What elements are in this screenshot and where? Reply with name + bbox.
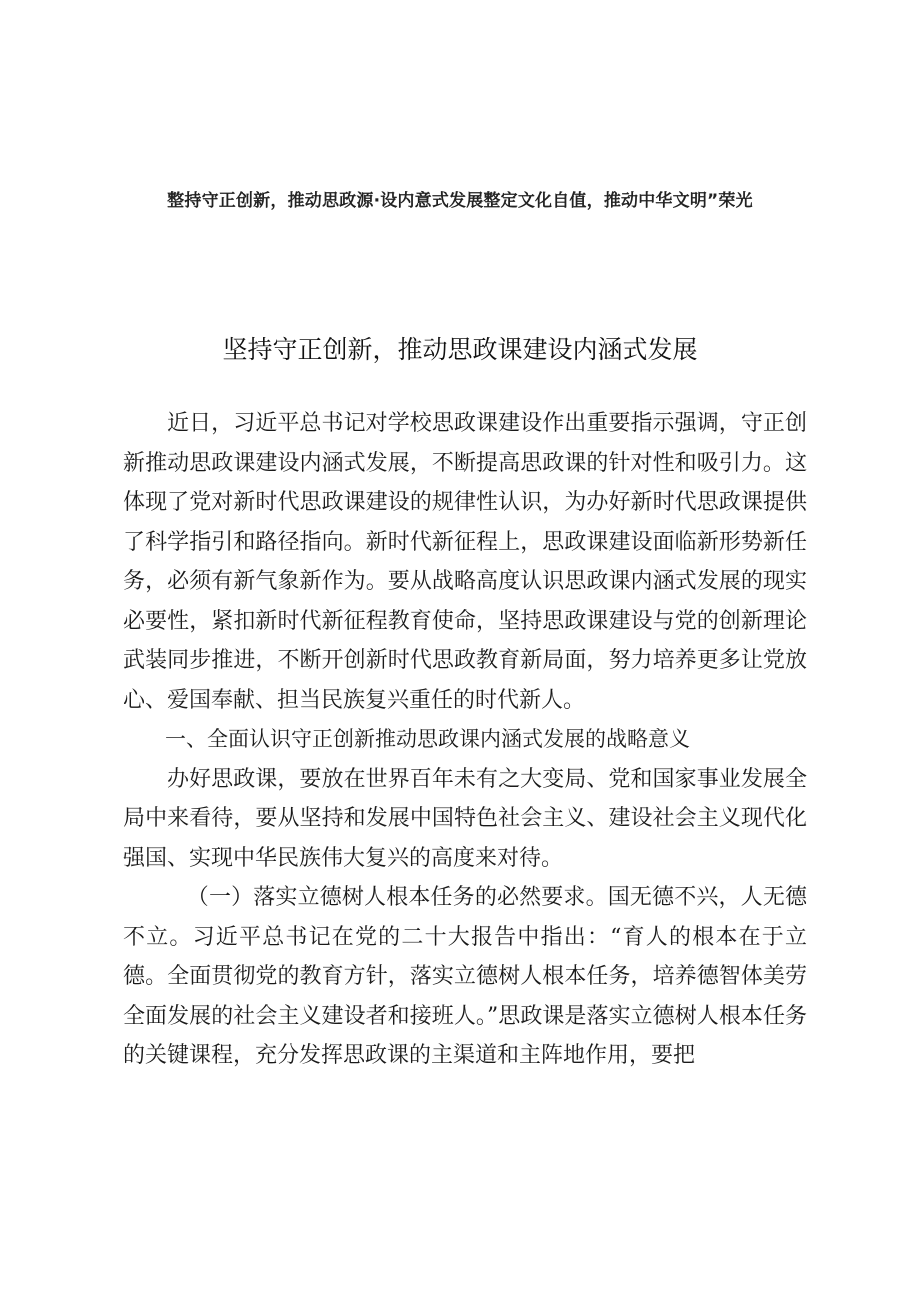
document-title: 坚持守正创新，推动思政课建设内涵式发展 (222, 334, 698, 364)
section-heading: 一、全面认识守正创新推动思政课内涵式发展的战略意义 (165, 727, 690, 751)
header-line: 整持守正创新，推动思政源·设内意式发展整定文化自值，推动中华文明”荣光 (167, 191, 753, 211)
section-intro-paragraph: 办好思政课，要放在世界百年未有之大变局、党和国家事业发展全局中来看待，要从坚持和发展中国特色社会主义、建设社会主义现代化强国、实现中华民族伟大复兴的高度来对待。 (123, 766, 807, 871)
subsection-paragraph: （一）落实立德树人根本任务的必然要求。国无德不兴，人无德不立。习近平总书记在党的二十大报告中指出：“育人的根本在于立德。全面贯彻党的教育方针，落实立德树人根本任务，培养德智体美劳全面发展的社会主义建设者和接班人。”思政课是落实立德树人根本任务的关键课程，充分发挥思政课的主渠道和主阵地作用，要把 (123, 885, 807, 1068)
intro-paragraph: 近日，习近平总书记对学校思政课建设作出重要指示强调，守正创新推动思政课建设内涵式发展，不断提高思政课的针对性和吸引力。这体现了党对新时代思政课建设的规律性认识，为办好新时代思政课提供了科学指引和路径指向。新时代新征程上，思政课建设面临新形势新任务，必须有新气象新作为。要从战略高度认识思政课内涵式发展的现实必要性，紧扣新时代新征程教育使命，坚持思政课建设与党的创新理论武装同步推进，不断开创新时代思政教育新局面，努力培养更多让党放心、爱国奉献、担当民族复兴重任的时代新人。 (123, 411, 807, 713)
document-body (123, 404, 807, 1076)
